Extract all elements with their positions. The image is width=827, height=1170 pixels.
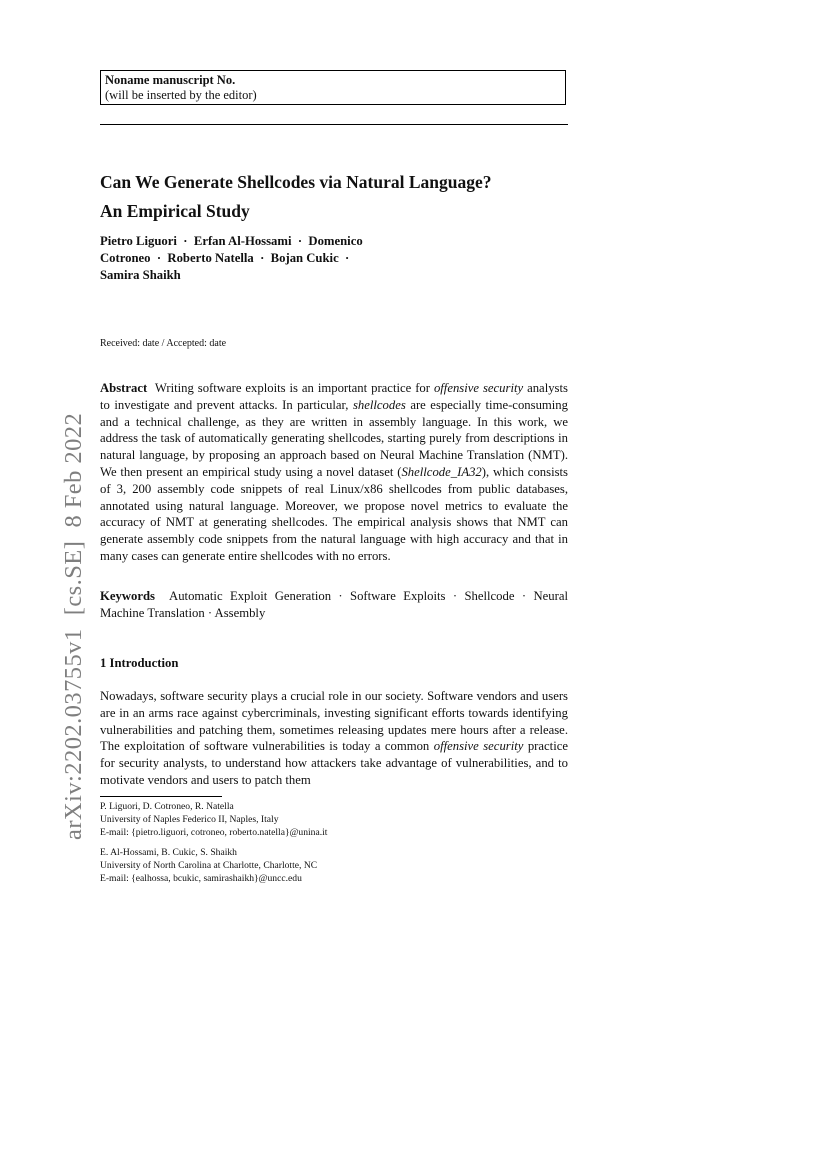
affiliation-footnote-charlotte [100,846,568,885]
title-line-1: Can We Generate Shellcodes via Natural Language? [100,172,492,192]
abstract-text: ), which consists of 3, 200 assembly code snippets of real Linux/x86 shellcodes from public databases, annotated using natural language. Moreover, we propose novel metrics to evaluate the accuracy of NMT at generating shellcodes. The empirical analysis shows that NMT can generate assembly code snippets from the natural language with high accuracy and that in many cases can generate entire shellcodes with no errors. [100,464,568,563]
affiliation-institution: University of North Carolina at Charlotte, Charlotte, NC [100,860,318,871]
keywords-label: Keywords [100,589,155,603]
editor-notice-box [100,70,566,105]
authors-line-3: Samira Shaikh [100,268,181,282]
section-heading-introduction: 1 Introduction [100,656,179,670]
received-accepted-date: Received: date / Accepted: date [100,338,227,349]
author-list [100,233,410,284]
introduction-paragraph [100,688,568,789]
arxiv-identifier-stamp: arXiv:2202.03755v1 [cs.SE] 8 Feb 2022 [60,412,87,840]
dataset-name: Shellcode_IA32 [401,464,482,479]
header-rule [100,124,568,125]
affiliation-authors: P. Liguori, D. Cotroneo, R. Natella [100,801,234,812]
affiliation-email: E-mail: {pietro.liguori, cotroneo, roberto.natella}@unina.it [100,827,328,838]
intro-text: Nowadays, software security plays a crucial role in our society. Software vendors and users are in an arms race against cybercriminals, investing significant efforts towards identifying vulnerabilities and patching them, sometimes releasing updates mere hours after a release. The exploitation of software vulnerabilities is today a common [100,689,568,754]
keywords [100,588,568,622]
affiliation-institution: University of Naples Federico II, Naples, Italy [100,814,279,825]
paper-title [100,168,570,226]
abstract-text: analysts to investigate and prevent attacks. In particular, [100,381,568,412]
abstract [100,380,568,565]
abstract-emphasis: offensive security [433,381,524,395]
keywords-text: Automatic Exploit Generation · Software Exploits · Shellcode · Neural Machine Translation · Assembly [100,589,568,620]
authors-line-1: Pietro Liguori · Erfan Al-Hossami · Domenico [100,234,363,248]
title-line-2: An Empirical Study [100,201,250,221]
authors-line-2: Cotroneo · Roberto Natella · Bojan Cukic · [100,251,350,265]
intro-text: practice for security analysts, to understand how attackers take advantage of vulnerabilities, and to motivate vendors and users to patch them [100,739,568,787]
intro-emphasis: offensive security [433,739,524,754]
manuscript-number-label: Noname manuscript No. [105,73,236,87]
abstract-emphasis: shellcodes [352,397,406,412]
affiliation-email: E-mail: {ealhossa, bcukic, samirashaikh}@uncc.edu [100,873,302,884]
abstract-text: are especially time-consuming and a technical challenge, as they are written in assembly language. In this work, we address the task of automatically generating shellcodes, starting purely from descriptions in natural language, by proposing an approach based on Neural Machine Translation (NMT). We then present an empirical study using a novel dataset ( [100,397,568,479]
editor-note: (will be inserted by the editor) [105,88,257,102]
abstract-label: Abstract [100,381,148,395]
affiliation-authors: E. Al-Hossami, B. Cukic, S. Shaikh [100,847,237,858]
abstract-text: Writing software exploits is an important practice for [154,381,434,395]
affiliation-footnote-naples [100,800,568,839]
footnote-rule [100,796,222,797]
